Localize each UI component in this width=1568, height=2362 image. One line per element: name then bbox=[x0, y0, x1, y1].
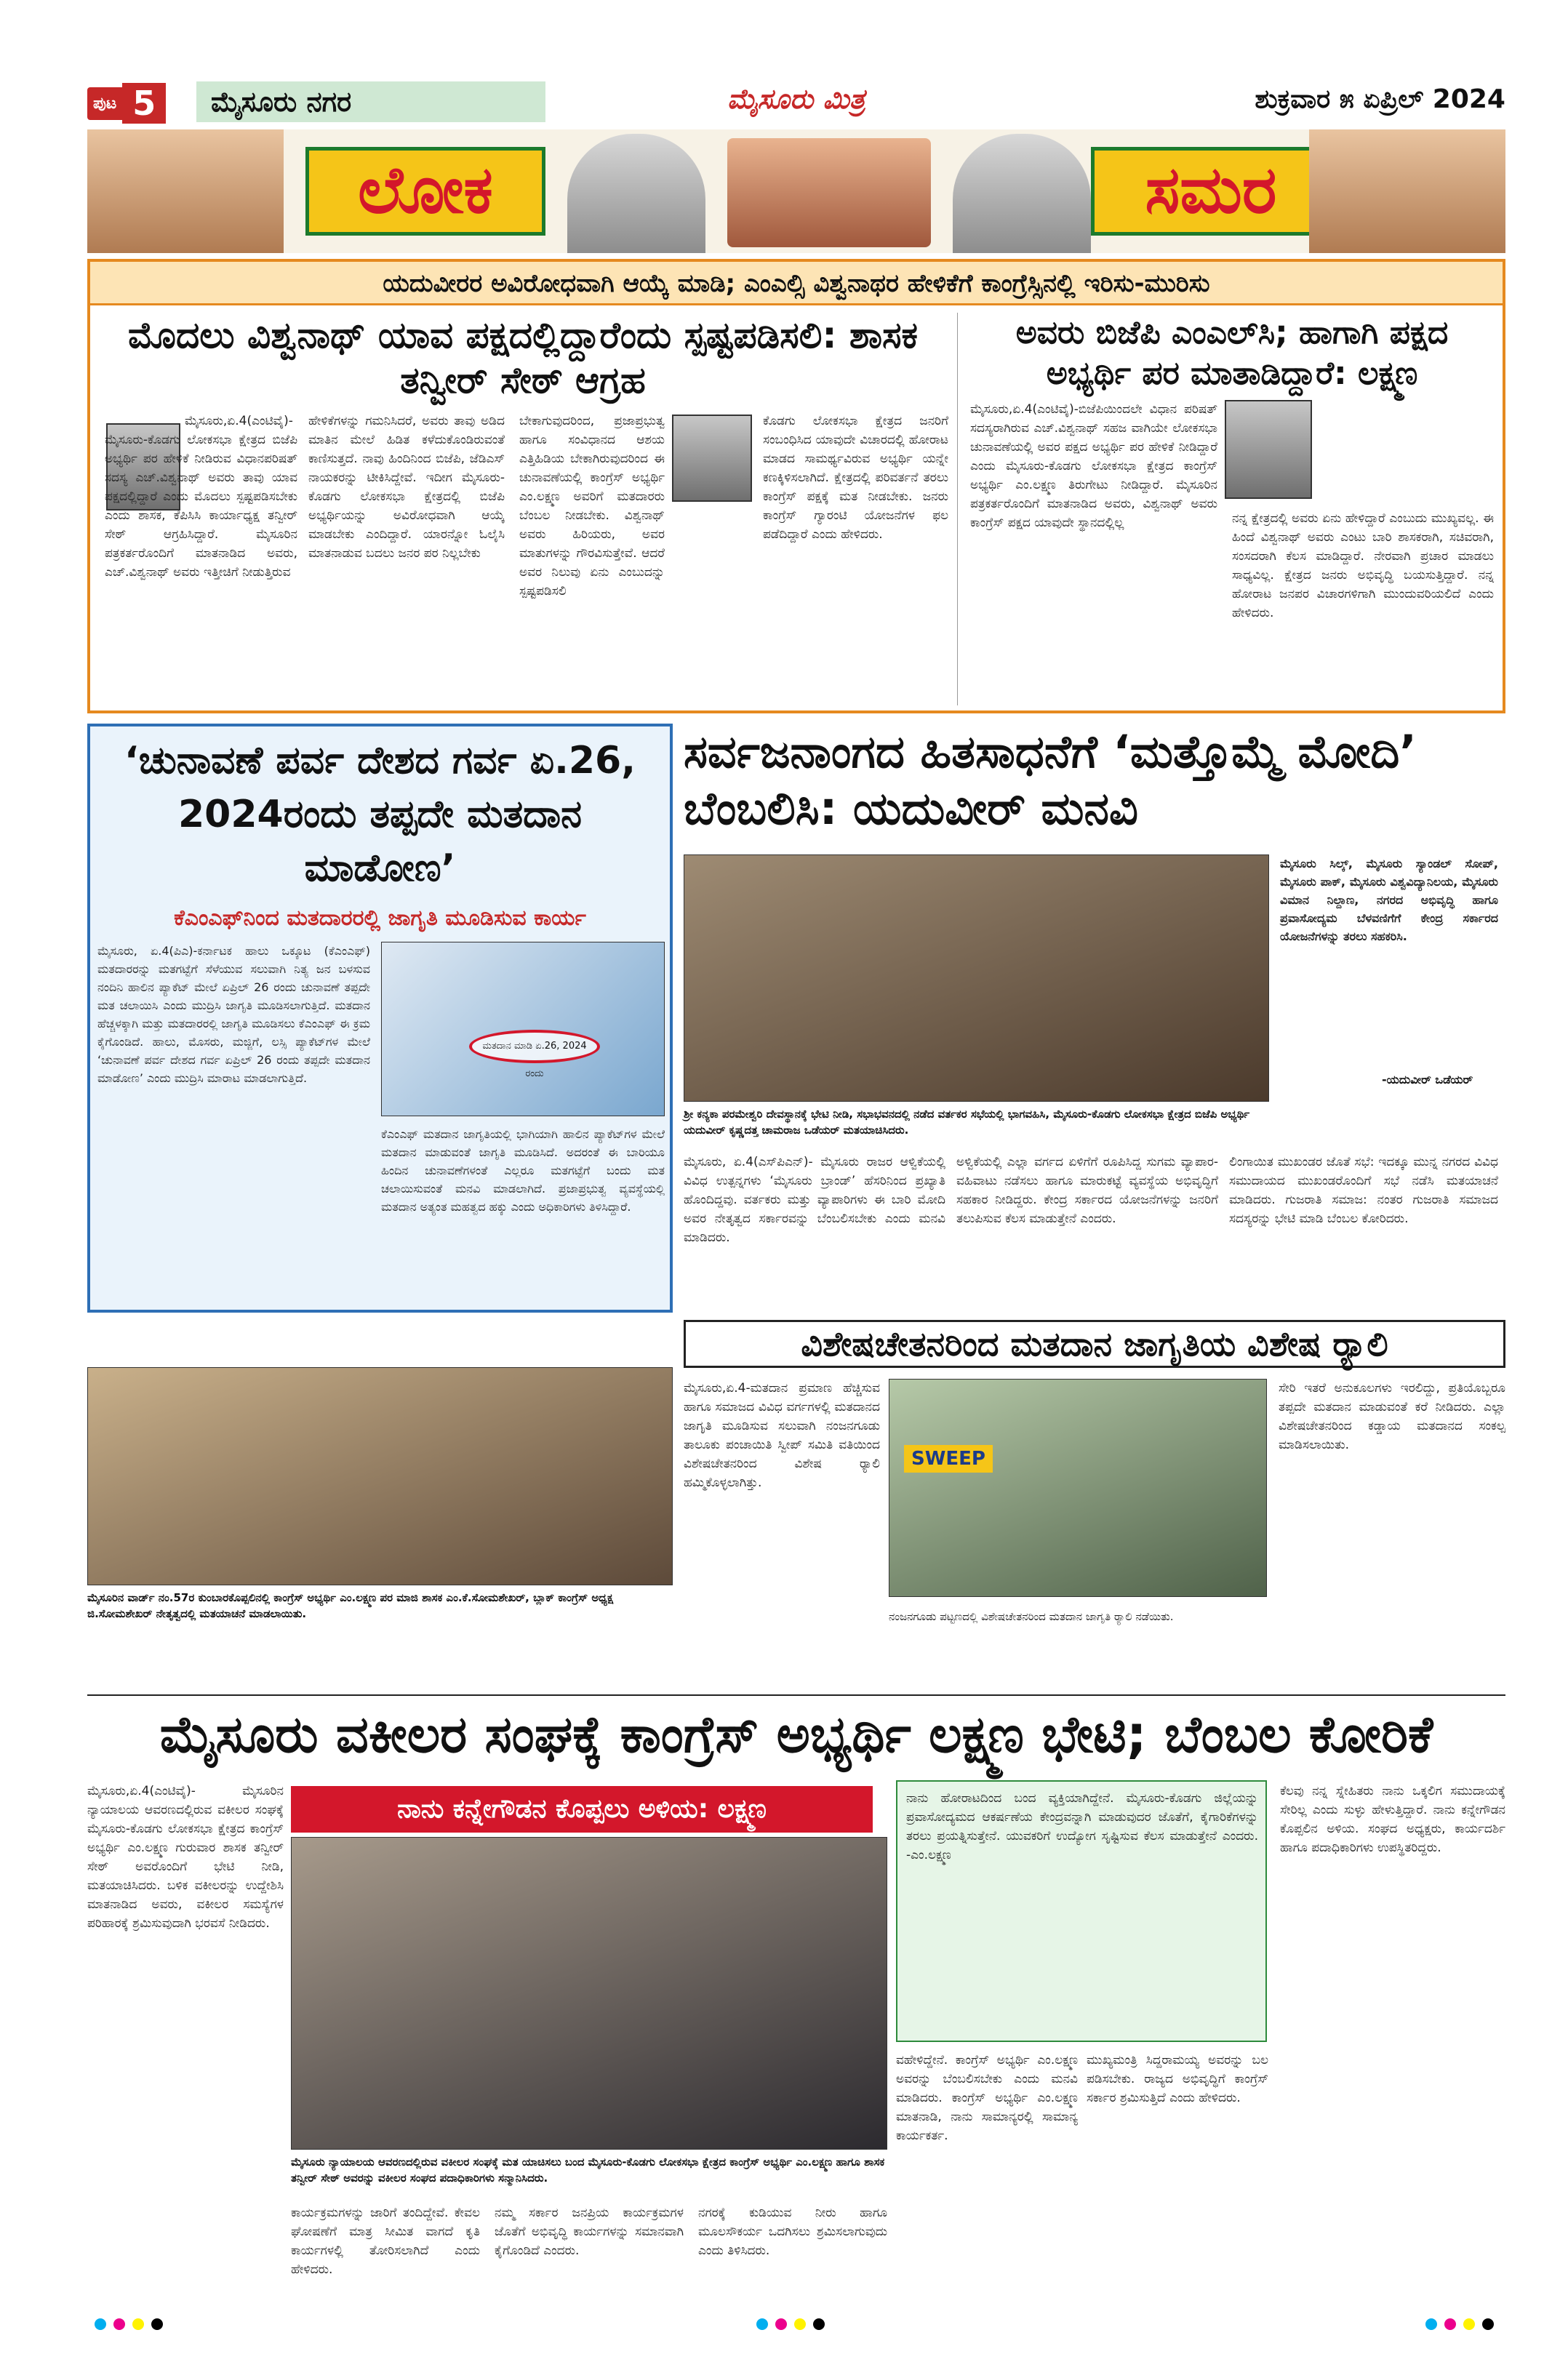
page-number: 5 bbox=[122, 83, 166, 124]
top-story-box bbox=[87, 259, 1505, 713]
lawyers-col7: ಕೆಲವು ನನ್ನ ಸ್ನೇಹಿತರು ನಾನು ಒಕ್ಕಲಿಗ ಸಮುದಾಯಕ್ಕೆ ಸೇರಿಲ್ಲ ಎಂದು ಸುಳ್ಳು ಹೇಳುತ್ತಿದ್ದಾರೆ. ನಾನು ಕನ್ನೇಗೌಡನ ಕೊಪ್ಪಲಿನ ಅಳಿಯ. ಸಂಘದ ಅಧ್ಯಕ್ಷರು, ಕಾರ್ಯದರ್ಶಿ ಹಾಗೂ ಪದಾಧಿಕಾರಿಗಳು ಉಪಸ್ಥಿತರಿದ್ದರು. bbox=[1280, 1784, 1505, 1855]
lawyers-col5: ವಹೇಳಿದ್ದೇನೆ. ಕಾಂಗ್ರೆಸ್ ಅಭ್ಯರ್ಥಿ ಎಂ.ಲಕ್ಷ್ಮಣ ಅವರನ್ನು ಬೆಂಬಲಿಸಬೇಕು ಎಂದು ಮನವಿ ಮಾಡಿದರು. ಕಾಂಗ್ರೆಸ್ ಅಭ್ಯರ್ಥಿ ಎಂ.ಲಕ್ಷ್ಮಣ ಮಾತನಾಡಿ, ನಾನು ಸಾಮಾನ್ಯರಲ್ಲಿ ಸಾಮಾನ್ಯ ಕಾರ್ಯಕರ್ತ. bbox=[896, 2053, 1078, 2143]
registration-marks-center bbox=[756, 2318, 825, 2330]
voters-photo-right bbox=[1309, 129, 1505, 253]
right-story-col2: ನನ್ನ ಕ್ಷೇತ್ರದಲ್ಲಿ ಅವರು ಏನು ಹೇಳಿದ್ದಾರೆ ಎಂಬುದು ಮುಖ್ಯವಲ್ಲ. ಈ ಹಿಂದೆ ವಿಶ್ವನಾಥ್ ಅವರು ಎಂಟು ಬಾರಿ ಶಾಸಕರಾಗಿ, ಸಚಿವರಾಗಿ, ಸಂಸದರಾಗಿ ಕೆಲಸ ಮಾಡಿದ್ದಾರೆ. ನೇರವಾಗಿ ಪ್ರಚಾರ ಮಾಡಲು ಸಾಧ್ಯವಿಲ್ಲ. ಕ್ಷೇತ್ರದ ಜನರು ಅಭಿವೃದ್ಧಿ ಬಯಸುತ್ತಿದ್ದಾರೆ. ನನ್ನ ಹೋರಾಟ ಜನಪರ ವಿಚಾರಗಳಿಗಾಗಿ ಮುಂದುವರಿಯಲಿದೆ ಎಂದು ಹೇಳಿದರು. bbox=[1232, 511, 1494, 620]
left-headline: ಮೊದಲು ವಿಶ್ವನಾಥ್ ಯಾವ ಪಕ್ಷದಲ್ಲಿದ್ದಾರೆಂದು ಸ್ಪಷ್ಟಪಡಿಸಲಿ: ಶಾಸಕ ತನ್ವೀರ್ ಸೇಠ್ ಆಗ್ರಹ bbox=[127, 314, 919, 401]
awareness-col1: ಮೈಸೂರು, ಏ.4(ಪಿಎ)-ಕರ್ನಾಟಕ ಹಾಲು ಒಕ್ಕೂಟ (ಕೆಎಂಎಫ್) ಮತದಾರರನ್ನು ಮತಗಟ್ಟೆಗೆ ಸೆಳೆಯುವ ಸಲುವಾಗಿ ನಿತ್ಯ ಜನ ಬಳಸುವ ನಂದಿನಿ ಹಾಲಿನ ಪ್ಯಾಕೆಟ್ ಮೇಲೆ ಏಪ್ರಿಲ್ 26 ರಂದು ಚುನಾವಣೆ ತಪ್ಪದೇ ಮತ ಚಲಾಯಿಸಿ ಎಂದು ಮುದ್ರಿಸಿ ಜಾಗೃತಿ ಮೂಡಿಸಲಾಗುತ್ತಿದೆ. ಮತದಾನ ಹೆಚ್ಚಳಕ್ಕಾಗಿ ಮತ್ತು ಮತದಾರರಲ್ಲಿ ಜಾಗೃತಿ ಮೂಡಿಸಲು ಕೆಎಂಎಫ್ ಈ ಕ್ರಮ ಕೈಗೊಂಡಿದೆ. ಹಾಲು, ಮೊಸರು, ಮಜ್ಜಿಗೆ, ಲಸ್ಸಿ ಪ್ಯಾಕೆಟ್‌ಗಳ ಮೇಲೆ ‘ಚುನಾವಣೆ ಪರ್ವ ದೇಶದ ಗರ್ವ ಏಪ್ರಿಲ್ 26 ರಂದು ತಪ್ಪದೇ ಮತದಾನ ಮಾಡೋಣ’ ಎಂದು ಮುದ್ರಿಸಿ ಮಾರಾಟ ಮಾಡಲಾಗುತ್ತಿದೆ. bbox=[97, 944, 370, 1085]
left-story-col1: ಮೈಸೂರು,ಏ.4(ಎಂಟಿವೈ)- ಮೈಸೂರು-ಕೊಡಗು ಲೋಕಸಭಾ ಕ್ಷೇತ್ರದ ಬಿಜೆಪಿ ಅಭ್ಯರ್ಥಿ ಪರ ಹೇಳಿಕೆ ನೀಡಿರುವ ವಿಧಾನಪರಿಷತ್ ಸದಸ್ಯ ಎಚ್.ವಿಶ್ವನಾಥ್ ಅವರು ತಾವು ಯಾವ ಪಕ್ಷದಲ್ಲಿದ್ದಾರೆ ಎಂದು ಮೊದಲು ಸ್ಪಷ್ಟಪಡಿಸಬೇಕು ಎಂದು ಶಾಸಕ, ಕೆಪಿಸಿಸಿ ಕಾರ್ಯಾಧ್ಯಕ್ಷ ತನ್ವೀರ್ ಸೇಠ್ ಆಗ್ರಹಿಸಿದ್ದಾರೆ. ಮೈಸೂರಿನ ಪತ್ರಕರ್ತರೊಂದಿಗೆ ಮಾತನಾಡಿದ ಅವರು, ಎಚ್.ವಿಶ್ವನಾಥ್ ಅವರು ಇತ್ತೀಚಿಗೆ ನೀಡುತ್ತಿರುವ bbox=[105, 414, 297, 580]
yaduveer-story bbox=[684, 724, 1505, 1313]
column-divider bbox=[957, 313, 958, 705]
sweep-banner: SWEEP bbox=[904, 1445, 993, 1473]
yaduveer-headline: ಸರ್ವಜನಾಂಗದ ಹಿತಸಾಧನೆಗೆ ‘ಮತ್ತೊಮ್ಮೆ ಮೋದಿ’ ಬೆಂಬಲಿಸಿ: ಯದುವೀರ್ ಮನವಿ bbox=[684, 725, 1417, 835]
lawyers-col3: ನಮ್ಮ ಸರ್ಕಾರ ಜನಪ್ರಿಯ ಕಾರ್ಯಕ್ರಮಗಳ ಜೊತೆಗೆ ಅಭಿವೃದ್ಧಿ ಕಾರ್ಯಗಳನ್ನು ಸಮಾನವಾಗಿ ಕೈಗೊಂಡಿದೆ ಎಂದರು. bbox=[495, 2206, 684, 2258]
awareness-headline: ‘ಚುನಾವಣೆ ಪರ್ವ ದೇಶದ ಗರ್ವ ಏ.26, 2024ರಂದು ತಪ್ಪದೇ ಮತದಾನ ಮಾಡೋಣ’ bbox=[124, 739, 636, 890]
campaign-ward-photo bbox=[87, 1367, 673, 1585]
lakshmana-photo bbox=[1225, 400, 1312, 499]
traders-meeting-caption: ಶ್ರೀ ಕನ್ಯಕಾ ಪರಮೇಶ್ವರಿ ದೇವಸ್ಥಾನಕ್ಕೆ ಭೇಟಿ ನೀಡಿ, ಸಭಾಭವನದಲ್ಲಿ ನಡೆದ ವರ್ತಕರ ಸಭೆಯಲ್ಲಿ ಭಾಗವಹಿಸಿ, ಮೈಸೂರು-ಕೊಡಗು ಲೋಕಸಭಾ ಕ್ಷೇತ್ರದ ಬಿಜೆಪಿ ಅಭ್ಯರ್ಥಿ ಯದುವೀರ್ ಕೃಷ್ಣದತ್ತ ಚಾಮರಾಜ ಒಡೆಯರ್ ಮತಯಾಚಿಸಿದರು. bbox=[684, 1106, 1269, 1138]
lawyers-col6: ಮುಖ್ಯಮಂತ್ರಿ ಸಿದ್ದರಾಮಯ್ಯ ಅವರನ್ನು ಬಲ ಪಡಿಸಬೇಕು. ರಾಜ್ಯದ ಅಭಿವೃದ್ಧಿಗೆ ಕಾಂಗ್ರೆಸ್ ಸರ್ಕಾರ ಶ್ರಮಿಸುತ್ತಿದೆ ಎಂದು ಹೇಳಿದರು. bbox=[1087, 2053, 1268, 2105]
issue-date: ಶುಕ್ರವಾರ ೫ ಏಪ್ರಿಲ್ 2024 bbox=[1255, 84, 1505, 114]
registration-marks-left bbox=[95, 2318, 163, 2330]
right-headline: ಅವರು ಬಿಜೆಪಿ ಎಂಎಲ್‌ಸಿ; ಹಾಗಾಗಿ ಪಕ್ಷದ ಅಭ್ಯರ್ಥಿ ಪರ ಮಾತಾಡಿದ್ದಾರೆ: ಲಕ್ಷ್ಮಣ bbox=[1015, 314, 1449, 392]
page-label: ಪುಟ bbox=[87, 87, 122, 120]
lawyers-col2: ಕಾರ್ಯಕ್ರಮಗಳನ್ನು ಜಾರಿಗೆ ತಂದಿದ್ದೇವೆ. ಕೇವಲ ಘೋಷಣೆಗೆ ಮಾತ್ರ ಸೀಮಿತ ವಾಗದೆ ಕೃತಿ ಕಾರ್ಯಗಳಲ್ಲಿ ತೋರಿಸಲಾಗಿದೆ ಎಂದು ಹೇಳಿದರು. bbox=[291, 2206, 480, 2277]
top-kicker: ಯದುವೀರರ ಅವಿರೋಧವಾಗಿ ಆಯ್ಕೆ ಮಾಡಿ; ಎಂಎಲ್ಸಿ ವಿಶ್ವನಾಥರ ಹೇಳಿಕೆಗೆ ಕಾಂಗ್ರೆಸ್ಸಿನಲ್ಲಿ ಇರಿಸು-ಮುರಿಸು bbox=[90, 262, 1503, 305]
lawyers-col4: ನಗರಕ್ಕೆ ಕುಡಿಯುವ ನೀರು ಹಾಗೂ ಮೂಲಸೌಕರ್ಯ ಒದಗಿಸಲು ಶ್ರಮಿಸಲಾಗುವುದು ಎಂದು ತಿಳಿಸಿದರು. bbox=[698, 2206, 887, 2258]
voter-awareness-box bbox=[87, 724, 673, 1313]
lakshmana-quote-box bbox=[896, 1780, 1267, 2042]
kinship-bar: ನಾನು ಕನ್ನೇಗೌಡನ ಕೊಪ್ಪಲು ಅಳಿಯ: ಲಕ್ಷ್ಮಣ bbox=[291, 1786, 873, 1833]
section-divider bbox=[87, 1694, 1505, 1696]
left-story-col4: ಕೊಡಗು ಲೋಕಸಭಾ ಕ್ಷೇತ್ರದ ಜನರಿಗೆ ಸಂಬಂಧಿಸಿದ ಯಾವುದೇ ವಿಚಾರದಲ್ಲಿ ಹೋರಾಟ ಮಾಡದ ಸಾಮರ್ಥ್ಯವಿರುವ ಅಭ್ಯರ್ಥಿ ಯನ್ನೇ ಕಣಕ್ಕಿಳಿಸಲಾಗಿದೆ. ಕ್ಷೇತ್ರದಲ್ಲಿ ಪರಿವರ್ತನೆ ತರಲು ಕಾಂಗ್ರೆಸ್ ಪಕ್ಷಕ್ಕೆ ಮತ ನೀಡಬೇಕು. ಜನರು ಕಾಂಗ್ರೆಸ್ ಗ್ಯಾರಂಟಿ ಯೋಜನೆಗಳ ಫಲ ಪಡೆದಿದ್ದಾರೆ ಎಂದು ಹೇಳಿದರು. bbox=[763, 414, 948, 542]
yaduveer-signature: -ಯದುವೀರ್ ಒಡೆಯರ್ bbox=[1382, 1073, 1473, 1086]
registration-marks-right bbox=[1425, 2318, 1494, 2330]
newspaper-name: ಮೈಸೂರು ಮಿತ್ರ bbox=[727, 83, 865, 115]
banner-word-left: ಲೋಕ bbox=[305, 147, 545, 236]
rally-caption: ನಂಜನಗೂಡು ಪಟ್ಟಣದಲ್ಲಿ ವಿಶೇಷಚೇತನರಿಂದ ಮತದಾನ ಜಾಗೃತಿ ರ್‍ಯಾಲಿ ನಡೆಯಿತು. bbox=[889, 1610, 1174, 1623]
lakshmana-quote: ನಾನು ಹೋರಾಟದಿಂದ ಬಂದ ವ್ಯಕ್ತಿಯಾಗಿದ್ದೇನೆ. ಮೈಸೂರು-ಕೊಡಗು ಜಿಲ್ಲೆಯನ್ನು ಪ್ರವಾಸೋದ್ಯಮದ ಆಕರ್ಷಣೆಯ ಕೇಂದ್ರವನ್ನಾಗಿ ಮಾಡುವುದರ ಜೊತೆಗೆ, ಕೈಗಾರಿಕೆಗಳನ್ನು ತರಲು ಪ್ರಯತ್ನಿಸುತ್ತೇನೆ. ಯುವಕರಿಗೆ ಉದ್ಯೋಗ ಸೃಷ್ಟಿಸುವ ಕೆಲಸ ಮಾಡುತ್ತೇನೆ ಎಂದರು. -ಎಂ.ಲಕ್ಷ್ಮಣ bbox=[906, 1791, 1258, 1862]
awareness-col2: ಕೆಎಂಎಫ್ ಮತದಾನ ಜಾಗೃತಿಯಲ್ಲಿ ಭಾಗಿಯಾಗಿ ಹಾಲಿನ ಪ್ಯಾಕೆಟ್‌ಗಳ ಮೇಲೆ ಮತದಾನ ಮಾಡುವಂತೆ ಜಾಗೃತಿ ಮೂಡಿಸಿದೆ. ಅದರಂತೆ ಈ ಬಾರಿಯೂ ಹಿಂದಿನ ಚುನಾವಣೆಗಳಂತೆ ಎಲ್ಲರೂ ಮತಗಟ್ಟೆಗೆ ಬಂದು ಮತ ಚಲಾಯಿಸುವಂತೆ ಮನವಿ ಮಾಡಲಾಗಿದೆ. ಪ್ರಜಾಪ್ರಭುತ್ವ ವ್ಯವಸ್ಥೆಯಲ್ಲಿ ಮತದಾನ ಅತ್ಯಂತ ಮಹತ್ವದ ಹಕ್ಕು ಎಂದು ಅಧಿಕಾರಿಗಳು ತಿಳಿಸಿದ್ದಾರೆ. bbox=[381, 1127, 665, 1214]
milk-packet-photo bbox=[381, 942, 665, 1116]
lawyers-photo-caption: ಮೈಸೂರು ನ್ಯಾಯಾಲಯ ಆವರಣದಲ್ಲಿರುವ ವಕೀಲರ ಸಂಘಕ್ಕೆ ಮತ ಯಾಚಿಸಲು ಬಂದ ಮೈಸೂರು-ಕೊಡಗು ಲೋಕಸಭಾ ಕ್ಷೇತ್ರದ ಕಾಂಗ್ರೆಸ್ ಅಭ್ಯರ್ಥಿ ಎಂ.ಲಕ್ಷ್ಮಣ ಹಾಗೂ ಶಾಸಕ ತನ್ವೀರ್ ಸೇಠ್ ಅವರನ್ನು ವಕೀಲರ ಸಂಘದ ಪದಾಧಿಕಾರಿಗಳು ಸನ್ಮಾನಿಸಿದರು. bbox=[291, 2154, 887, 2186]
lawyers-col1: ಮೈಸೂರು,ಏ.4(ಎಂಟಿವೈ)- ಮೈಸೂರಿನ ನ್ಯಾಯಾಲಯ ಆವರಣದಲ್ಲಿರುವ ವಕೀಲರ ಸಂಘಕ್ಕೆ ಮೈಸೂರು-ಕೊಡಗು ಲೋಕಸಭಾ ಕ್ಷೇತ್ರದ ಕಾಂಗ್ರೆಸ್ ಅಭ್ಯರ್ಥಿ ಎಂ.ಲಕ್ಷ್ಮಣ ಗುರುವಾರ ಶಾಸಕ ತನ್ವೀರ್ ಸೇಠ್ ಅವರೊಂದಿಗೆ ಭೇಟಿ ನೀಡಿ, ಮತಯಾಚಿಸಿದರು. ಬಳಿಕ ವಕೀಲರನ್ನು ಉದ್ದೇಶಿಸಿ ಮಾತನಾಡಿದ ಅವರು, ವಕೀಲರ ಸಮಸ್ಯೆಗಳ ಪರಿಹಾರಕ್ಕೆ ಶ್ರಮಿಸುವುದಾಗಿ ಭರವಸೆ ನೀಡಿದರು. bbox=[87, 1784, 284, 1931]
lawyers-association-photo bbox=[291, 1837, 887, 2150]
section-name: ಮೈಸೂರು ನಗರ bbox=[196, 81, 545, 122]
yaduveer-col3: ಲಿಂಗಾಯಿತ ಮುಖಂಡರ ಜೊತೆ ಸಭೆ: ಇದಕ್ಕೂ ಮುನ್ನ ನಗರದ ವಿವಿಧ ಸಮುದಾಯದ ಮುಖಂಡರೊಂದಿಗೆ ಸಭೆ ನಡೆಸಿ ಮತಯಾಚನೆ ಮಾಡಿದರು. ಗುಜರಾತಿ ಸಮಾಜ: ನಂತರ ಗುಜರಾತಿ ಸಮಾಜದ ಸದಸ್ಯರನ್ನು ಭೇಟಿ ಮಾಡಿ ಬೆಂಬಲ ಕೋರಿದರು. bbox=[1229, 1155, 1498, 1226]
packet-stamp: ಮತದಾನ ಮಾಡಿ ಏ.26, 2024 ರಂದು bbox=[469, 1030, 600, 1063]
awareness-subhead: ಕೆಎಂಎಫ್‌ನಿಂದ ಮತದಾರರಲ್ಲಿ ಜಾಗೃತಿ ಮೂಡಿಸುವ ಕಾರ್ಯ bbox=[174, 905, 586, 931]
yaduveer-side-note: ಮೈಸೂರು ಸಿಲ್ಕ್, ಮೈಸೂರು ಸ್ಯಾಂಡಲ್ ಸೋಪ್, ಮೈಸೂರು ಪಾಕ್, ಮೈಸೂರು ವಿಶ್ವವಿದ್ಯಾನಿಲಯ, ಮೈಸೂರು ವಿಮಾನ ನಿಲ್ದಾಣ, ನಗರದ ಅಭಿವೃದ್ಧಿ ಹಾಗೂ ಪ್ರವಾಸೋದ್ಯಮ ಬೆಳವಣಿಗೆಗೆ ಕೇಂದ್ರ ಸರ್ಕಾರದ ಯೋಜನೆಗಳನ್ನು ತರಲು ಸಹಕರಿಸಿ. bbox=[1280, 857, 1498, 943]
rally-headline: ವಿಶೇಷಚೇತನರಿಂದ ಮತದಾನ ಜಾಗೃತಿಯ ವಿಶೇಷ ರ್‍ಯಾಲಿ bbox=[684, 1320, 1505, 1368]
masthead bbox=[87, 79, 1505, 122]
page-number-tag bbox=[87, 83, 166, 124]
yaduveer-col2: ಅಳ್ವಿಕೆಯಲ್ಲಿ ಎಲ್ಲಾ ವರ್ಗದ ಏಳಿಗೆಗೆ ರೂಪಿಸಿದ್ದ ಸುಗಮ ವ್ಯಾಪಾರ-ವಹಿವಾಟು ನಡೆಸಲು ಹಾಗೂ ಮಾರುಕಟ್ಟೆ ವ್ಯವಸ್ಥೆಯ ಅಭಿವೃದ್ಧಿಗೆ ಸಹಕಾರ ನೀಡಿದ್ದರು. ಕೇಂದ್ರ ಸರ್ಕಾರದ ಯೋಜನೆಗಳನ್ನು ಜನರಿಗೆ ತಲುಪಿಸುವ ಕೆಲಸ ಮಾಡುತ್ತೇನೆ ಎಂದರು. bbox=[956, 1155, 1218, 1226]
traders-meeting-photo bbox=[684, 854, 1269, 1102]
left-story-col2: ಹೇಳಿಕೆಗಳನ್ನು ಗಮನಿಸಿದರೆ, ಅವರು ತಾವು ಅಡಿದ ಮಾತಿನ ಮೇಲೆ ಹಿಡಿತ ಕಳೆದುಕೊಂಡಿರುವಂತೆ ಕಾಣಿಸುತ್ತದೆ. ನಾವು ಹಿಂದಿನಿಂದ ಬಿಜೆಪಿ, ಜೆಡಿಎಸ್ ನಾಯಕರನ್ನು ಟೀಕಿಸಿದ್ದೇವೆ. ಇದೀಗ ಮೈಸೂರು-ಕೊಡಗು ಲೋಕಸಭಾ ಕ್ಷೇತ್ರದಲ್ಲಿ ಬಿಜೆಪಿ ಅಭ್ಯರ್ಥಿಯನ್ನು ಅವಿರೋಧವಾಗಿ ಆಯ್ಕೆ ಮಾಡಬೇಕು ಎಂದಿದ್ದಾರೆ. ಯಾರನ್ನೋ ಓಲೈಸಿ ಮಾತನಾಡುವ ಬದಲು ಜನರ ಪರ ನಿಲ್ಲಬೇಕು bbox=[308, 414, 505, 561]
leader-portrait-right bbox=[953, 134, 1091, 253]
parliament-building-image bbox=[727, 138, 931, 247]
banner-word-right: ಸಮರ bbox=[1091, 147, 1331, 236]
vishwanath-photo bbox=[672, 415, 752, 502]
yaduveer-col1: ಮೈಸೂರು, ಏ.4(ಎಸ್‌ಪಿಎನ್)- ಮೈಸೂರು ರಾಜರ ಆಳ್ವಿಕೆಯಲ್ಲಿ ವಿವಿಧ ಉತ್ಪನ್ನಗಳು ‘ಮೈಸೂರು ಬ್ರಾಂಡ್’ ಹೆಸರಿನಿಂದ ಪ್ರಖ್ಯಾತಿ ಹೊಂದಿದ್ದವು. ವರ್ತಕರು ಮತ್ತು ವ್ಯಾಪಾರಿಗಳು ಈ ಬಾರಿ ಮೋದಿ ಅವರ ನೇತೃತ್ವದ ಸರ್ಕಾರವನ್ನು ಬೆಂಬಲಿಸಬೇಕು ಎಂದು ಮನವಿ ಮಾಡಿದರು. bbox=[684, 1155, 945, 1245]
rally-col2: ಸೇರಿ ಇತರೆ ಅನುಕೂಲಗಳು ಇರಲಿದ್ದು, ಪ್ರತಿಯೊಬ್ಬರೂ ತಪ್ಪದೇ ಮತದಾನ ಮಾಡುವಂತೆ ಕರೆ ನೀಡಿದರು. ಎಲ್ಲಾ ವಿಶೇಷಚೇತನರಿಂದ ಕಡ್ಡಾಯ ಮತದಾನದ ಸಂಕಲ್ಪ ಮಾಡಿಸಲಾಯಿತು. bbox=[1279, 1381, 1505, 1452]
campaign-ward-caption: ಮೈಸೂರಿನ ವಾರ್ಡ್ ನಂ.57ರ ಕುಂಬಾರಕೊಪ್ಪಲಿನಲ್ಲಿ ಕಾಂಗ್ರೆಸ್ ಅಭ್ಯರ್ಥಿ ಎಂ.ಲಕ್ಷ್ಮಣ ಪರ ಮಾಜಿ ಶಾಸಕ ಎಂ.ಕೆ.ಸೋಮಶೇಖರ್, ಬ್ಲಾಕ್ ಕಾಂಗ್ರೆಸ್ ಅಧ್ಯಕ್ಷ ಜಿ.ಸೋಮಶೇಖರ್ ನೇತೃತ್ವದಲ್ಲಿ ಮತಯಾಚನೆ ಮಾಡಲಾಯಿತು. bbox=[87, 1590, 673, 1622]
rally-photo bbox=[889, 1379, 1267, 1597]
lawyers-headline: ಮೈಸೂರು ವಕೀಲರ ಸಂಘಕ್ಕೆ ಕಾಂಗ್ರೆಸ್ ಅಭ್ಯರ್ಥಿ ಲಕ್ಷ್ಮಣ ಭೇಟಿ; ಬೆಂಬಲ ಕೋರಿಕೆ bbox=[159, 1705, 1433, 1764]
rally-col1: ಮೈಸೂರು,ಏ.4-ಮತದಾನ ಪ್ರಮಾಣ ಹೆಚ್ಚಿಸುವ ಹಾಗೂ ಸಮಾಜದ ವಿವಿಧ ವರ್ಗಗಳಲ್ಲಿ ಮತದಾನದ ಜಾಗೃತಿ ಮೂಡಿಸುವ ಸಲುವಾಗಿ ನಂಜನಗೂಡು ತಾಲೂಕು ಪಂಚಾಯಿತಿ ಸ್ವೀಪ್ ಸಮಿತಿ ವತಿಯಿಂದ ವಿಶೇಷಚೇತನರಿಂದ ವಿಶೇಷ ರ್‍ಯಾಲಿ ಹಮ್ಮಿಕೊಳ್ಳಲಾಗಿತ್ತು. bbox=[684, 1381, 880, 1490]
left-story-col3: ಬೇಕಾಗುವುದರಿಂದ, ಪ್ರಜಾಪ್ರಭುತ್ವ ಹಾಗೂ ಸಂವಿಧಾನದ ಆಶಯ ಎತ್ತಿಹಿಡಿಯ ಬೇಕಾಗಿರುವುದರಿಂದ ಈ ಚುನಾವಣೆಯಲ್ಲಿ ಕಾಂಗ್ರೆಸ್ ಅಭ್ಯರ್ಥಿ ಎಂ.ಲಕ್ಷ್ಮಣ ಅವರಿಗೆ ಮತದಾರರು ಬೆಂಬಲ ನೀಡಬೇಕು. ವಿಶ್ವನಾಥ್ ಅವರು ಹಿರಿಯರು, ಅವರ ಮಾತುಗಳನ್ನು ಗೌರವಿಸುತ್ತೇವೆ. ಆದರೆ ಅವರ ನಿಲುವು ಏನು ಎಂಬುದನ್ನು ಸ್ಪಷ್ಟಪಡಿಸಲಿ bbox=[519, 414, 665, 598]
voters-photo-left bbox=[87, 129, 284, 253]
election-banner bbox=[87, 129, 1505, 253]
leader-portrait-left bbox=[567, 134, 705, 253]
right-story-col1: ಮೈಸೂರು,ಏ.4(ಎಂಟಿವೈ)-ಬಿಜೆಪಿಯಿಂದಲೇ ವಿಧಾನ ಪರಿಷತ್ ಸದಸ್ಯರಾಗಿರುವ ಎಚ್.ವಿಶ್ವನಾಥ್ ಸಹಜ ವಾಗಿಯೇ ಲೋಕಸಭಾ ಚುನಾವಣೆಯಲ್ಲಿ ಅವರ ಪಕ್ಷದ ಅಭ್ಯರ್ಥಿ ಪರ ಹೇಳಿಕೆ ನೀಡಿದ್ದಾರೆ ಎಂದು ಮೈಸೂರು-ಕೊಡಗು ಲೋಕಸಭಾ ಕ್ಷೇತ್ರದ ಕಾಂಗ್ರೆಸ್ ಅಭ್ಯರ್ಥಿ ಎಂ.ಲಕ್ಷ್ಮಣ ತಿರುಗೇಟು ನೀಡಿದ್ದಾರೆ. ಮೈಸೂರಿನ ಪತ್ರಕರ್ತರೊಂದಿಗೆ ಮಾತನಾಡಿದ ಅವರು, ವಿಶ್ವನಾಥ್ ಅವರು ಕಾಂಗ್ರೆಸ್ ಪಕ್ಷದ ಯಾವುದೇ ಸ್ಥಾನದಲ್ಲಿಲ್ಲ bbox=[970, 402, 1217, 530]
